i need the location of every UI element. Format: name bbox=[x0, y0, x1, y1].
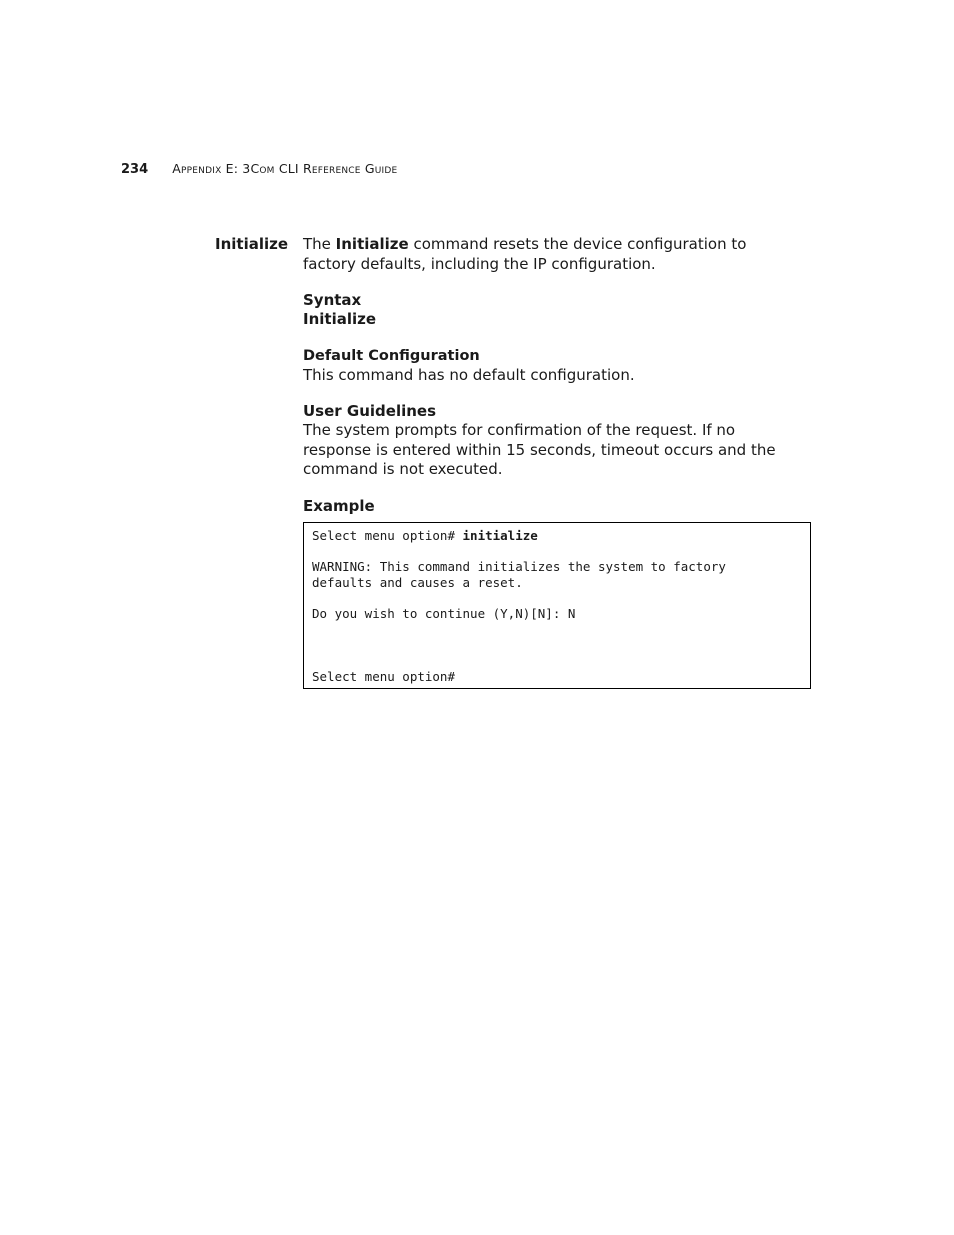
intro-suffix: command resets the device configuration to factory defaults, including the IP configuration. bbox=[303, 235, 747, 273]
intro-paragraph bbox=[303, 235, 773, 274]
code-spacer bbox=[312, 544, 802, 559]
example-code-block bbox=[303, 522, 811, 689]
code-line bbox=[312, 528, 802, 544]
user-guidelines-heading: User Guidelines bbox=[303, 402, 437, 420]
code-spacer bbox=[312, 591, 802, 606]
code-command: initialize bbox=[462, 527, 538, 543]
code-line: Select menu option# bbox=[312, 668, 455, 684]
intro-prefix: The bbox=[303, 235, 336, 253]
default-configuration-text: This command has no default configuration. bbox=[303, 365, 635, 384]
page-number: 234 bbox=[121, 162, 149, 177]
code-spacer bbox=[312, 622, 802, 669]
code-line: defaults and causes a reset. bbox=[312, 574, 523, 590]
default-configuration-heading: Default Configuration bbox=[303, 347, 480, 364]
intro-command-name: Initialize bbox=[335, 235, 409, 253]
syntax-command: Initialize bbox=[303, 310, 377, 328]
running-title: Appendix E: 3Com CLI Reference Guide bbox=[172, 161, 398, 176]
code-line: Do you wish to continue (Y,N)[N]: N bbox=[312, 605, 576, 621]
section-title: Initialize bbox=[215, 235, 289, 253]
syntax-heading: Syntax bbox=[303, 291, 362, 309]
example-heading: Example bbox=[303, 496, 375, 515]
user-guidelines-text: The system prompts for confirmation of the request. If no response is entered within 15 seconds, timeout occurs and the command is not executed. bbox=[303, 421, 776, 478]
code-line: WARNING: This command initializes the system to factory bbox=[312, 558, 726, 574]
code-prompt: Select menu option# bbox=[312, 527, 463, 543]
section-body bbox=[303, 235, 813, 689]
page-header bbox=[121, 160, 397, 179]
